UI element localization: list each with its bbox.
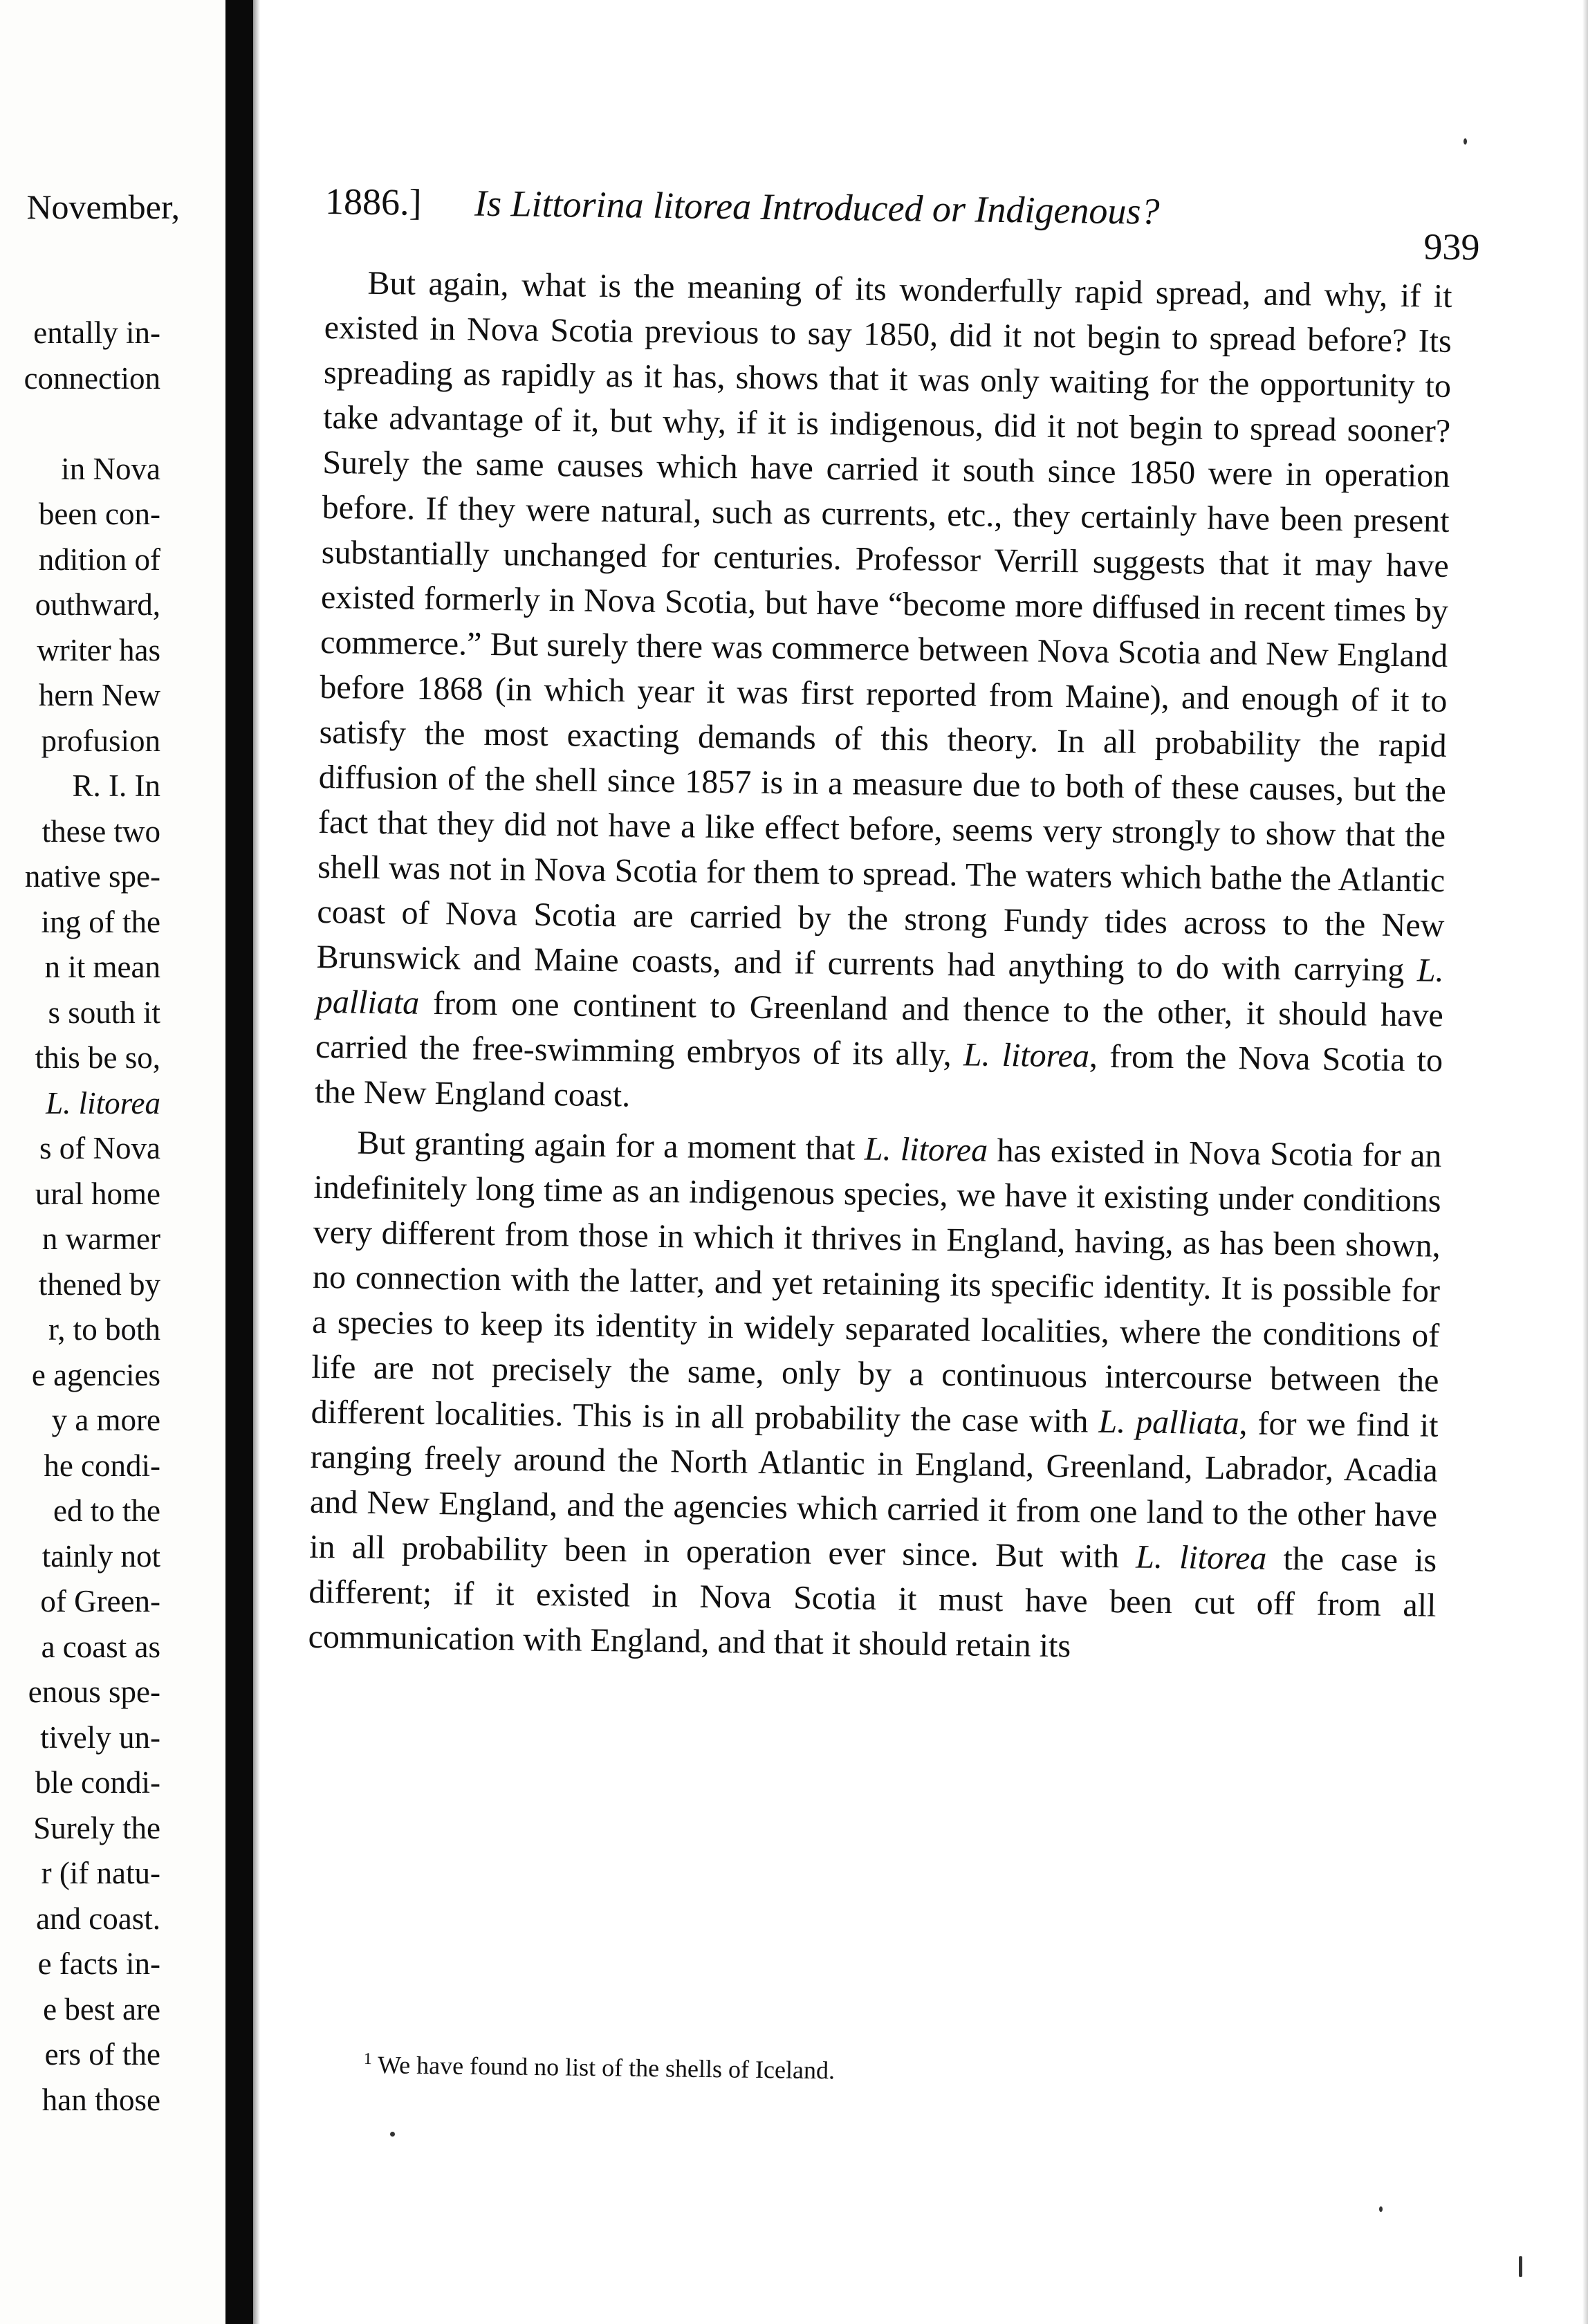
scan-speck xyxy=(1379,2206,1383,2212)
facing-page-line: outhward, xyxy=(35,587,160,622)
facing-page-fragment xyxy=(0,0,235,2324)
scan-speck xyxy=(1464,138,1467,145)
facing-page-line: thened by xyxy=(38,1266,160,1302)
facing-page-line: r, to both xyxy=(48,1312,160,1347)
facing-page-line: tively un- xyxy=(40,1719,160,1755)
footnote-marker: 1 xyxy=(363,2050,372,2069)
p2-taxon-2: L. palliata xyxy=(1098,1403,1239,1442)
page-edge-shadow xyxy=(1582,0,1588,2324)
facing-page-line: Surely the xyxy=(33,1810,160,1845)
footnote-text: We have found no list of the shells of Iceland. xyxy=(377,2051,835,2085)
running-head xyxy=(324,180,1481,268)
facing-page-line: tainly not xyxy=(41,1538,160,1574)
facing-page-line: ed to the xyxy=(53,1493,160,1528)
facing-page-header: November, xyxy=(26,187,180,226)
facing-page-line: writer has xyxy=(37,632,160,667)
paragraph-1 xyxy=(315,260,1452,1128)
p2-text-4: the case is different; if it existed in Nova Scotia it must have been cut off from all communication with England, and that it should retain its xyxy=(308,1540,1437,1665)
facing-page-line: these two xyxy=(41,813,160,849)
p1-text-3: , from the Nova Scotia to the New England coast. xyxy=(314,1038,1443,1114)
page-939 xyxy=(260,0,1588,2324)
running-head-title: Is Littorina litorea Introduced or Indigenous? xyxy=(474,182,1160,232)
facing-page-line: ing of the xyxy=(41,904,160,939)
facing-page-line: native spe- xyxy=(24,859,160,894)
page-number: 939 xyxy=(1423,225,1480,268)
facing-page-line: been con- xyxy=(38,497,160,531)
facing-page-line: e facts in- xyxy=(37,1946,160,1981)
scan-speck xyxy=(1519,2256,1522,2277)
facing-page-line: ndition of xyxy=(38,542,160,577)
facing-page-line: enous spe- xyxy=(28,1675,160,1709)
facing-page-line: connection xyxy=(24,360,160,396)
facing-page-line: y a more xyxy=(51,1403,160,1437)
p2-taxon-3: L. litorea xyxy=(1135,1538,1267,1577)
paragraph-2 xyxy=(308,1120,1441,1673)
p2-taxon-1: L. litorea xyxy=(864,1130,988,1169)
facing-page-line: ers of the xyxy=(44,2037,160,2072)
facing-page-line: han those xyxy=(41,2082,160,2117)
facing-page-line: profusion xyxy=(41,723,160,758)
footnote xyxy=(363,2050,835,2085)
facing-page-line: entally in- xyxy=(33,315,160,350)
facing-page-line: s of Nova xyxy=(39,1131,160,1165)
article-body xyxy=(308,260,1452,1679)
book-gutter xyxy=(225,0,253,2324)
p1-taxon-2: L. litorea xyxy=(963,1036,1090,1075)
scan-speck xyxy=(390,2132,395,2137)
facing-page-line: of Green- xyxy=(40,1584,160,1618)
facing-page-line: this be so, xyxy=(35,1040,160,1075)
facing-page-line: he condi- xyxy=(44,1448,160,1483)
facing-page-line: a coast as xyxy=(41,1629,160,1664)
gutter-shadow xyxy=(253,0,260,2324)
facing-page-line: n it mean xyxy=(44,950,160,984)
running-head-year: 1886.] xyxy=(324,181,422,223)
facing-page-line: e best are xyxy=(43,1991,160,2027)
facing-page-line: and coast. xyxy=(36,1901,160,1936)
facing-page-line: ural home xyxy=(35,1176,160,1211)
facing-page-line: ble condi- xyxy=(35,1765,160,1800)
p1-text-2: from one continent to Greenland and thence to the other, it should have carried the free-swimming embryos of its ally, xyxy=(315,984,1444,1073)
p2-text-2: has existed in Nova Scotia for an indefinitely long time as an indigenous species, we have it existing under conditions very different from those in which it thrives in England, having, as has been shown, no connection with the latter, and yet retaining its specific identity. It is possible for a species to keep its identity in widely separated localities, where the conditions of life are not precisely the same, only by a continuous intercourse between the different localities. This is in all probability the case with xyxy=(311,1132,1442,1440)
p1-text-1: But again, what is the meaning of its wonderfully rapid spread, and why, if it existed in Nova Scotia previous to say 1850, did it not begin to spread before? Its spreading as rapidly as it has, shows that it was only waiting for the opportunity to take advantage of it, but why, if it is indigenous, did it not begin to spread sooner? Surely the same causes which have carried it south since 1850 were in operation before. If they were natural, such as currents, etc., they certainly have been present substantially unchanged for centuries. Professor Verrill suggests that it may have existed formerly in Nova Scotia, but have “become more diffused in recent times by commerce.” But surely there was commerce between Nova Scotia and New England before 1868 (in which year it was first reported from Maine), and enough of it to satisfy the most exacting demands of this theory. In all probability the rapid diffusion of the shell since 1857 is in a measure due to both of these causes, but the fact that they did not have a like effect before, seems very strongly to show that the shell was not in Nova Scotia for them to spread. The waters which bathe the Atlantic coast of Nova Scotia are carried by the strong Fundy tides across to the New Brunswick and Maine coasts, and if currents had anything to do with carrying xyxy=(316,264,1452,989)
facing-page-line: n warmer xyxy=(41,1221,160,1256)
facing-page-line: hern New xyxy=(38,678,160,712)
facing-page-line: R. I. In xyxy=(72,768,160,803)
facing-page-line: in Nova xyxy=(61,451,160,486)
p2-text-3: , for we find it ranging freely around the North Atlantic in England, Greenland, Labrador, Acadia and New England, and the agencies which carried it from one land to the other have in all probability been in operation ever since. But with xyxy=(308,1405,1439,1576)
facing-page-line: r (if natu- xyxy=(41,1856,160,1890)
facing-page-line: s south it xyxy=(48,995,160,1030)
facing-page-line: e agencies xyxy=(31,1357,160,1392)
facing-page-line: L. litorea xyxy=(46,1085,160,1120)
p2-text-1: But granting again for a moment that xyxy=(357,1124,856,1168)
p1-taxon-1: L. palliata xyxy=(315,952,1444,1022)
